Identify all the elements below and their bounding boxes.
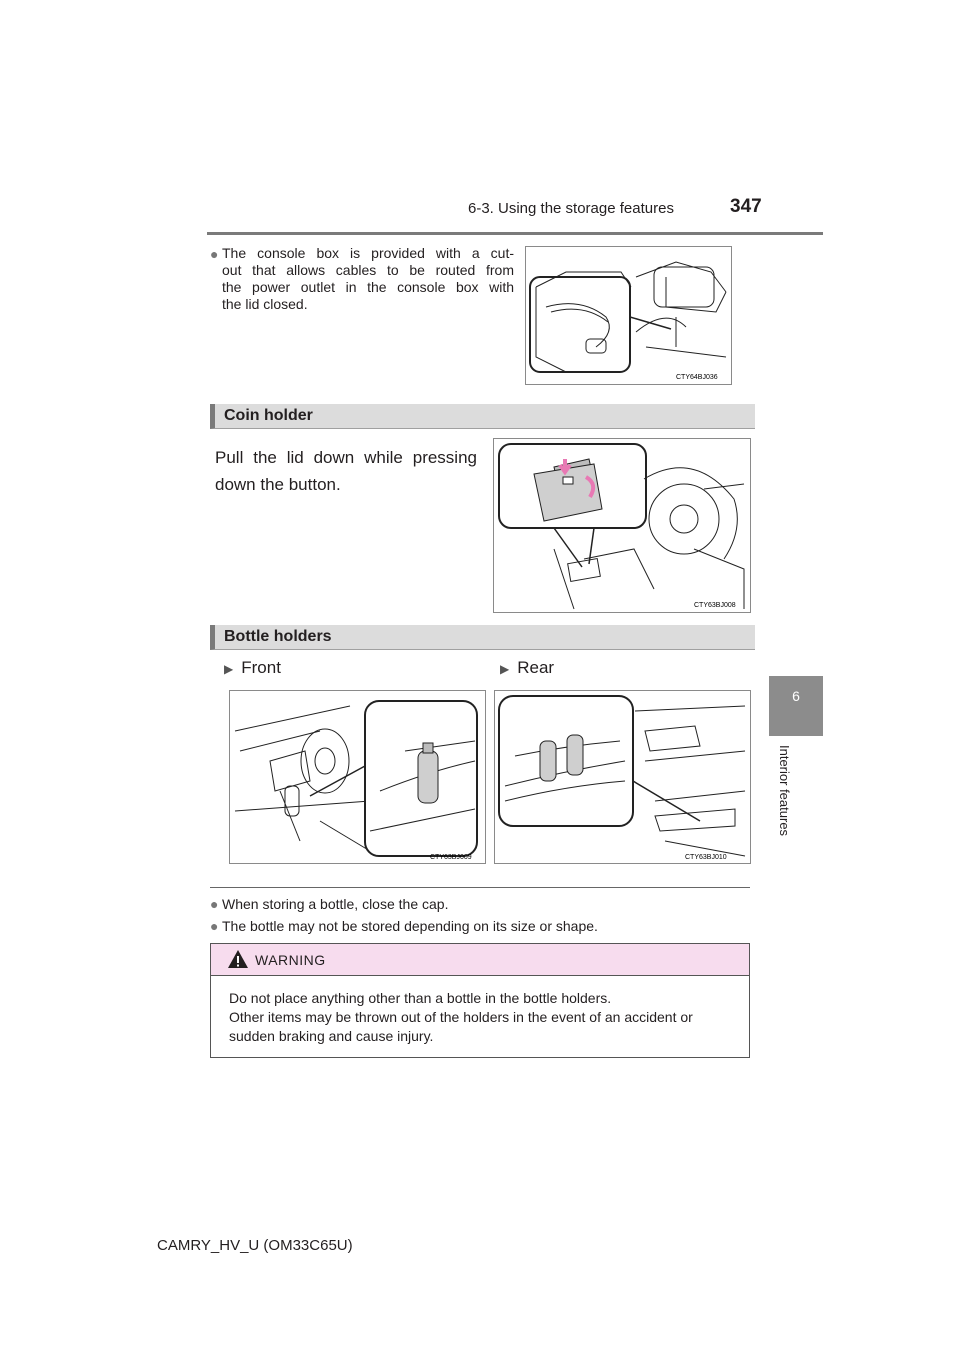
warning-line: Do not place anything other than a bottle in the bottle holders. bbox=[229, 990, 612, 1006]
image-code: CTY63BJ009 bbox=[430, 854, 472, 861]
warning-line: sudden braking and cause injury. bbox=[229, 1028, 434, 1044]
front-label: Front bbox=[241, 658, 281, 677]
warning-text bbox=[229, 989, 749, 1046]
image-code: CTY63BJ008 bbox=[694, 602, 736, 609]
note-item: The bottle may not be stored depending on its size or shape. bbox=[222, 918, 598, 934]
intro-line: out that allows cables to be routed from bbox=[222, 262, 514, 278]
text-line: down the button. bbox=[215, 475, 341, 494]
warning-header bbox=[211, 944, 749, 976]
image-code: CTY63BJ010 bbox=[685, 854, 727, 861]
running-header: 6-3. Using the storage features bbox=[468, 200, 674, 217]
warning-line: Other items may be thrown out of the holders in the event of an accident or bbox=[229, 1009, 693, 1025]
page-number: 347 bbox=[730, 196, 762, 217]
bullet-icon: ● bbox=[210, 918, 219, 934]
front-bottle-holder-illustration bbox=[229, 690, 486, 864]
intro-line: The console box is provided with a cut- bbox=[222, 245, 514, 261]
chapter-tab bbox=[769, 676, 823, 736]
rear-label: Rear bbox=[517, 658, 555, 677]
section-title: Bottle holders bbox=[224, 628, 332, 645]
note-item: When storing a bottle, close the cap. bbox=[222, 896, 449, 912]
chapter-number: 6 bbox=[792, 688, 800, 704]
coin-holder-instructions bbox=[215, 444, 477, 498]
rear-bottle-holder-illustration bbox=[494, 690, 751, 864]
warning-triangle-icon bbox=[227, 949, 249, 969]
intro-line: the power outlet in the console box with bbox=[222, 279, 514, 295]
rear-subheading bbox=[500, 658, 554, 678]
image-code: CTY64BJ036 bbox=[676, 374, 718, 381]
section-title: Coin holder bbox=[224, 407, 313, 424]
triangle-bullet-icon: ▶ bbox=[500, 662, 510, 676]
front-subheading bbox=[224, 658, 281, 678]
triangle-bullet-icon: ▶ bbox=[224, 662, 234, 676]
chapter-title: Interior features bbox=[777, 745, 792, 837]
section-header-coin-holder bbox=[210, 404, 755, 429]
console-cutout-illustration bbox=[525, 246, 732, 385]
warning-title: WARNING bbox=[255, 952, 326, 968]
intro-paragraph bbox=[222, 245, 514, 313]
intro-line: the lid closed. bbox=[222, 296, 308, 312]
bullet-icon: ● bbox=[210, 896, 219, 912]
model-code-footer: CAMRY_HV_U (OM33C65U) bbox=[157, 1237, 353, 1254]
notes-rule bbox=[210, 887, 750, 888]
section-header-bottle-holders bbox=[210, 625, 755, 650]
coin-holder-illustration bbox=[493, 438, 751, 613]
bullet-icon: ● bbox=[210, 246, 219, 262]
warning-box bbox=[210, 943, 750, 1058]
text-line: Pull the lid down while pressing bbox=[215, 448, 477, 467]
header-rule bbox=[207, 232, 823, 235]
